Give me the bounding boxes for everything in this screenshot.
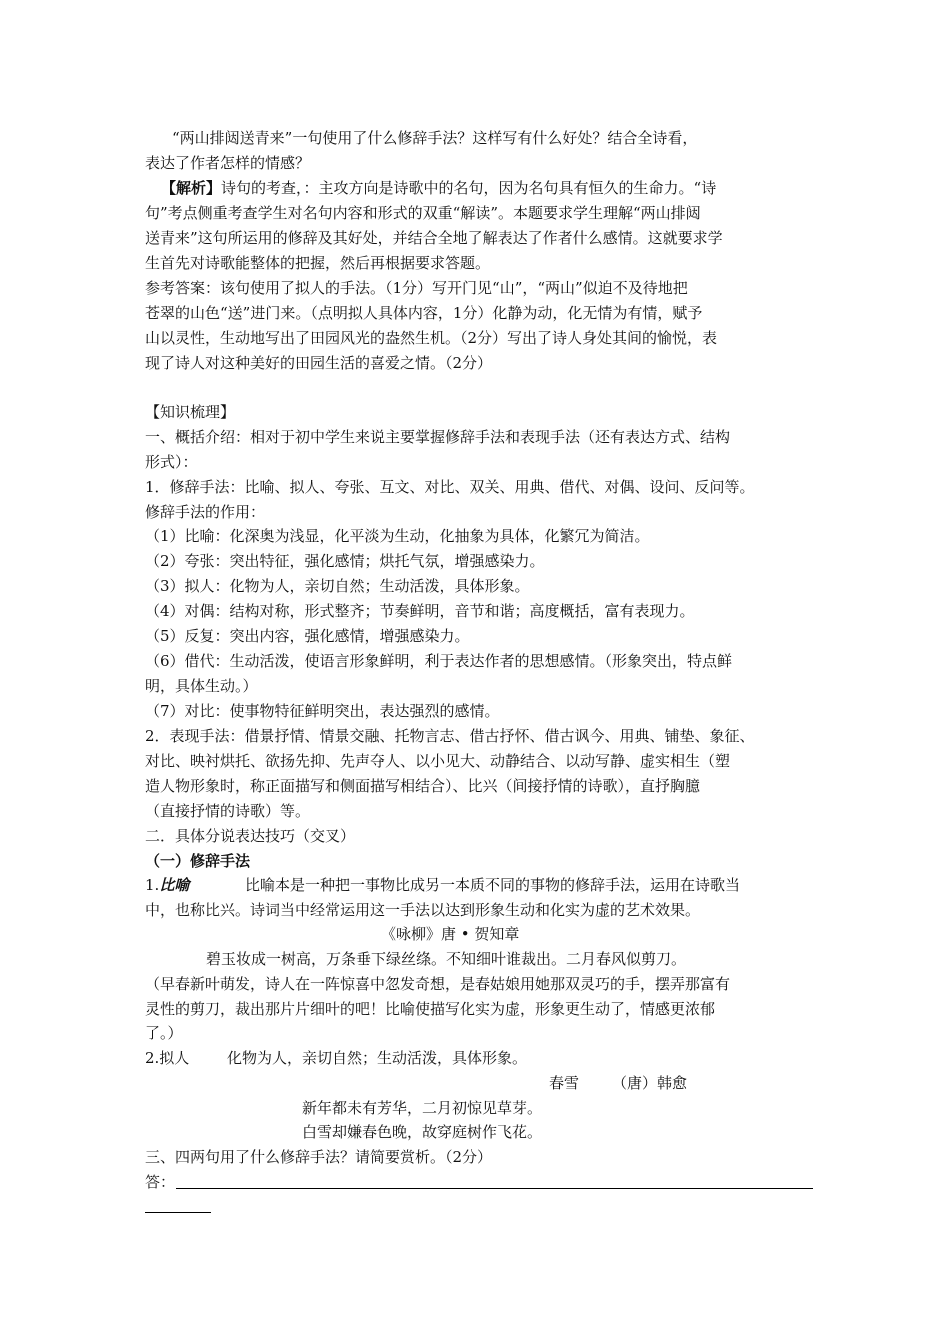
- analysis-tag: 【解析】: [161, 179, 222, 197]
- answer-line-1: 参考答案：该句使用了拟人的手法。（1分）写开门见“山”，“两山”似迫不及待地把: [145, 279, 688, 297]
- metaphor-desc-2: 中，也称比兴。诗词当中经常运用这一手法以达到形象生动和化实为虚的艺术效果。: [145, 901, 701, 919]
- metaphor-poem: 碧玉妆成一树高，万条垂下绿丝绦。不知细叶谁裁出。二月春风似剪刀。: [206, 950, 687, 968]
- rhetoric-list: 1．修辞手法：比喻、拟人、夸张、互文、对比、双关、用典、借代、对偶、设问、反问等。: [145, 478, 755, 496]
- effect-metonymy-1: （6）借代：生动活泼，使语言形象鲜明，利于表达作者的思想感情。（形象突出，特点鲜: [145, 652, 733, 670]
- effect-metonymy-2: 明，具体生动。）: [145, 677, 258, 695]
- question-line-2: 表达了作者怎样的情感？: [145, 154, 311, 172]
- question-line-1: “两山排闼送青来”一句使用了什么修辞手法？这样写有什么好处？结合全诗看，: [172, 129, 698, 147]
- expression-line-4: （直接抒情的诗歌）等。: [145, 802, 311, 820]
- analysis-line-2: 句”考点侧重考查学生对名句内容和形式的双重“解读”。本题要求学生理解“两山排闼: [145, 204, 701, 222]
- effect-repetition: （5）反复：突出内容，强化感情，增强感染力。: [145, 627, 470, 645]
- answer-line-4: 现了诗人对这种美好的田园生活的喜爱之情。（2分）: [145, 354, 493, 372]
- spring-snow-line-2: 白雪却嫌春色晚，故穿庭树作飞花。: [302, 1123, 543, 1141]
- intro-line-1: 一、概括介绍：相对于初中学生来说主要掌握修辞手法和表现手法（还有表达方式、结构: [145, 428, 731, 446]
- metaphor-note-3: 了。）: [145, 1024, 183, 1042]
- effect-metaphor: （1）比喻：化深奥为浅显，化平淡为生动，化抽象为具体，化繁冗为简洁。: [145, 527, 650, 545]
- metaphor-number: 1.: [145, 876, 160, 894]
- metaphor-head: [145, 873, 189, 897]
- analysis-line-1: [161, 176, 716, 200]
- metaphor-note-1: （早春新叶萌发，诗人在一阵惊喜中忽发奇想，是春姑娘用她那双灵巧的手，摆弄那富有: [145, 975, 731, 993]
- effect-contrast: （7）对比：使事物特征鲜明突出，表达强烈的感情。: [145, 702, 500, 720]
- section-2-title: 二．具体分说表达技巧（交叉）: [145, 827, 356, 845]
- metaphor-name: 比喻: [159, 876, 190, 894]
- knowledge-title: 【知识梳理】: [145, 403, 236, 421]
- analysis-line-3: 送青来”这句所运用的修辞及其好处，并结合全地了解表达了作者什么感情。这就要求学: [145, 229, 723, 247]
- answer-line[interactable]: [176, 1188, 813, 1189]
- metaphor-note-2: 灵性的剪刀，裁出那片片细叶的吧！比喻使描写化实为虚，形象更生动了，情感更浓郁: [145, 1000, 716, 1018]
- answer-line-continued[interactable]: [145, 1212, 211, 1213]
- metaphor-poem-title: 《咏柳》唐 • 贺知章: [381, 925, 520, 943]
- personify-question: 三、四两句用了什么修辞手法？请简要赏析。（2分）: [145, 1148, 493, 1166]
- answer-line-3: 山以灵性，生动地写出了田园风光的盎然生机。（2分）写出了诗人身处其间的愉悦，表: [145, 329, 718, 347]
- spring-snow-author: （唐）韩愈: [612, 1074, 688, 1092]
- effect-title: 修辞手法的作用：: [145, 503, 266, 521]
- expression-line-3: 造人物形象时，称正面描写和侧面描写相结合）、比兴（间接抒情的诗歌），直抒胸臆: [145, 777, 701, 795]
- subsection-rhetoric-title: （一）修辞手法: [145, 852, 251, 870]
- effect-personification: （3）拟人：化物为人，亲切自然；生动活泼，具体形象。: [145, 577, 530, 595]
- effect-antithesis: （4）对偶：结构对称，形式整齐；节奏鲜明，音节和谐；高度概括，富有表现力。: [145, 602, 695, 620]
- answer-line-2: 苍翠的山色“送”进门来。（点明拟人具体内容，1分）化静为动，化无情为有情，赋予: [145, 304, 703, 322]
- spring-snow-title: 春雪: [549, 1074, 580, 1092]
- personify-desc: 化物为人，亲切自然；生动活泼，具体形象。: [227, 1049, 528, 1067]
- spring-snow-line-1: 新年都未有芳华，二月初惊见草芽。: [302, 1099, 543, 1117]
- intro-line-2: 形式）：: [145, 453, 198, 471]
- answer-label: 答：: [145, 1173, 176, 1191]
- analysis-line-4: 生首先对诗歌能整体的把握，然后再根据要求答题。: [145, 254, 491, 272]
- expression-line-2: 对比、映衬烘托、欲扬先抑、先声夺人、以小见大、动静结合、以动写静、虚实相生（塑: [145, 752, 731, 770]
- analysis-text: 诗句的考查，：主攻方向是诗歌中的名句，因为名句具有恒久的生命力。“诗: [221, 179, 717, 197]
- personify-head: 2.拟人: [145, 1049, 190, 1067]
- metaphor-desc: 比喻本是一种把一事物比成另一本质不同的事物的修辞手法，运用在诗歌当: [245, 876, 741, 894]
- expression-line-1: 2．表现手法：借景抒情、情景交融、托物言志、借古抒怀、借古讽今、用典、铺垫、象征、: [145, 727, 755, 745]
- effect-exaggeration: （2）夸张：突出特征，强化感情；烘托气氛，增强感染力。: [145, 552, 545, 570]
